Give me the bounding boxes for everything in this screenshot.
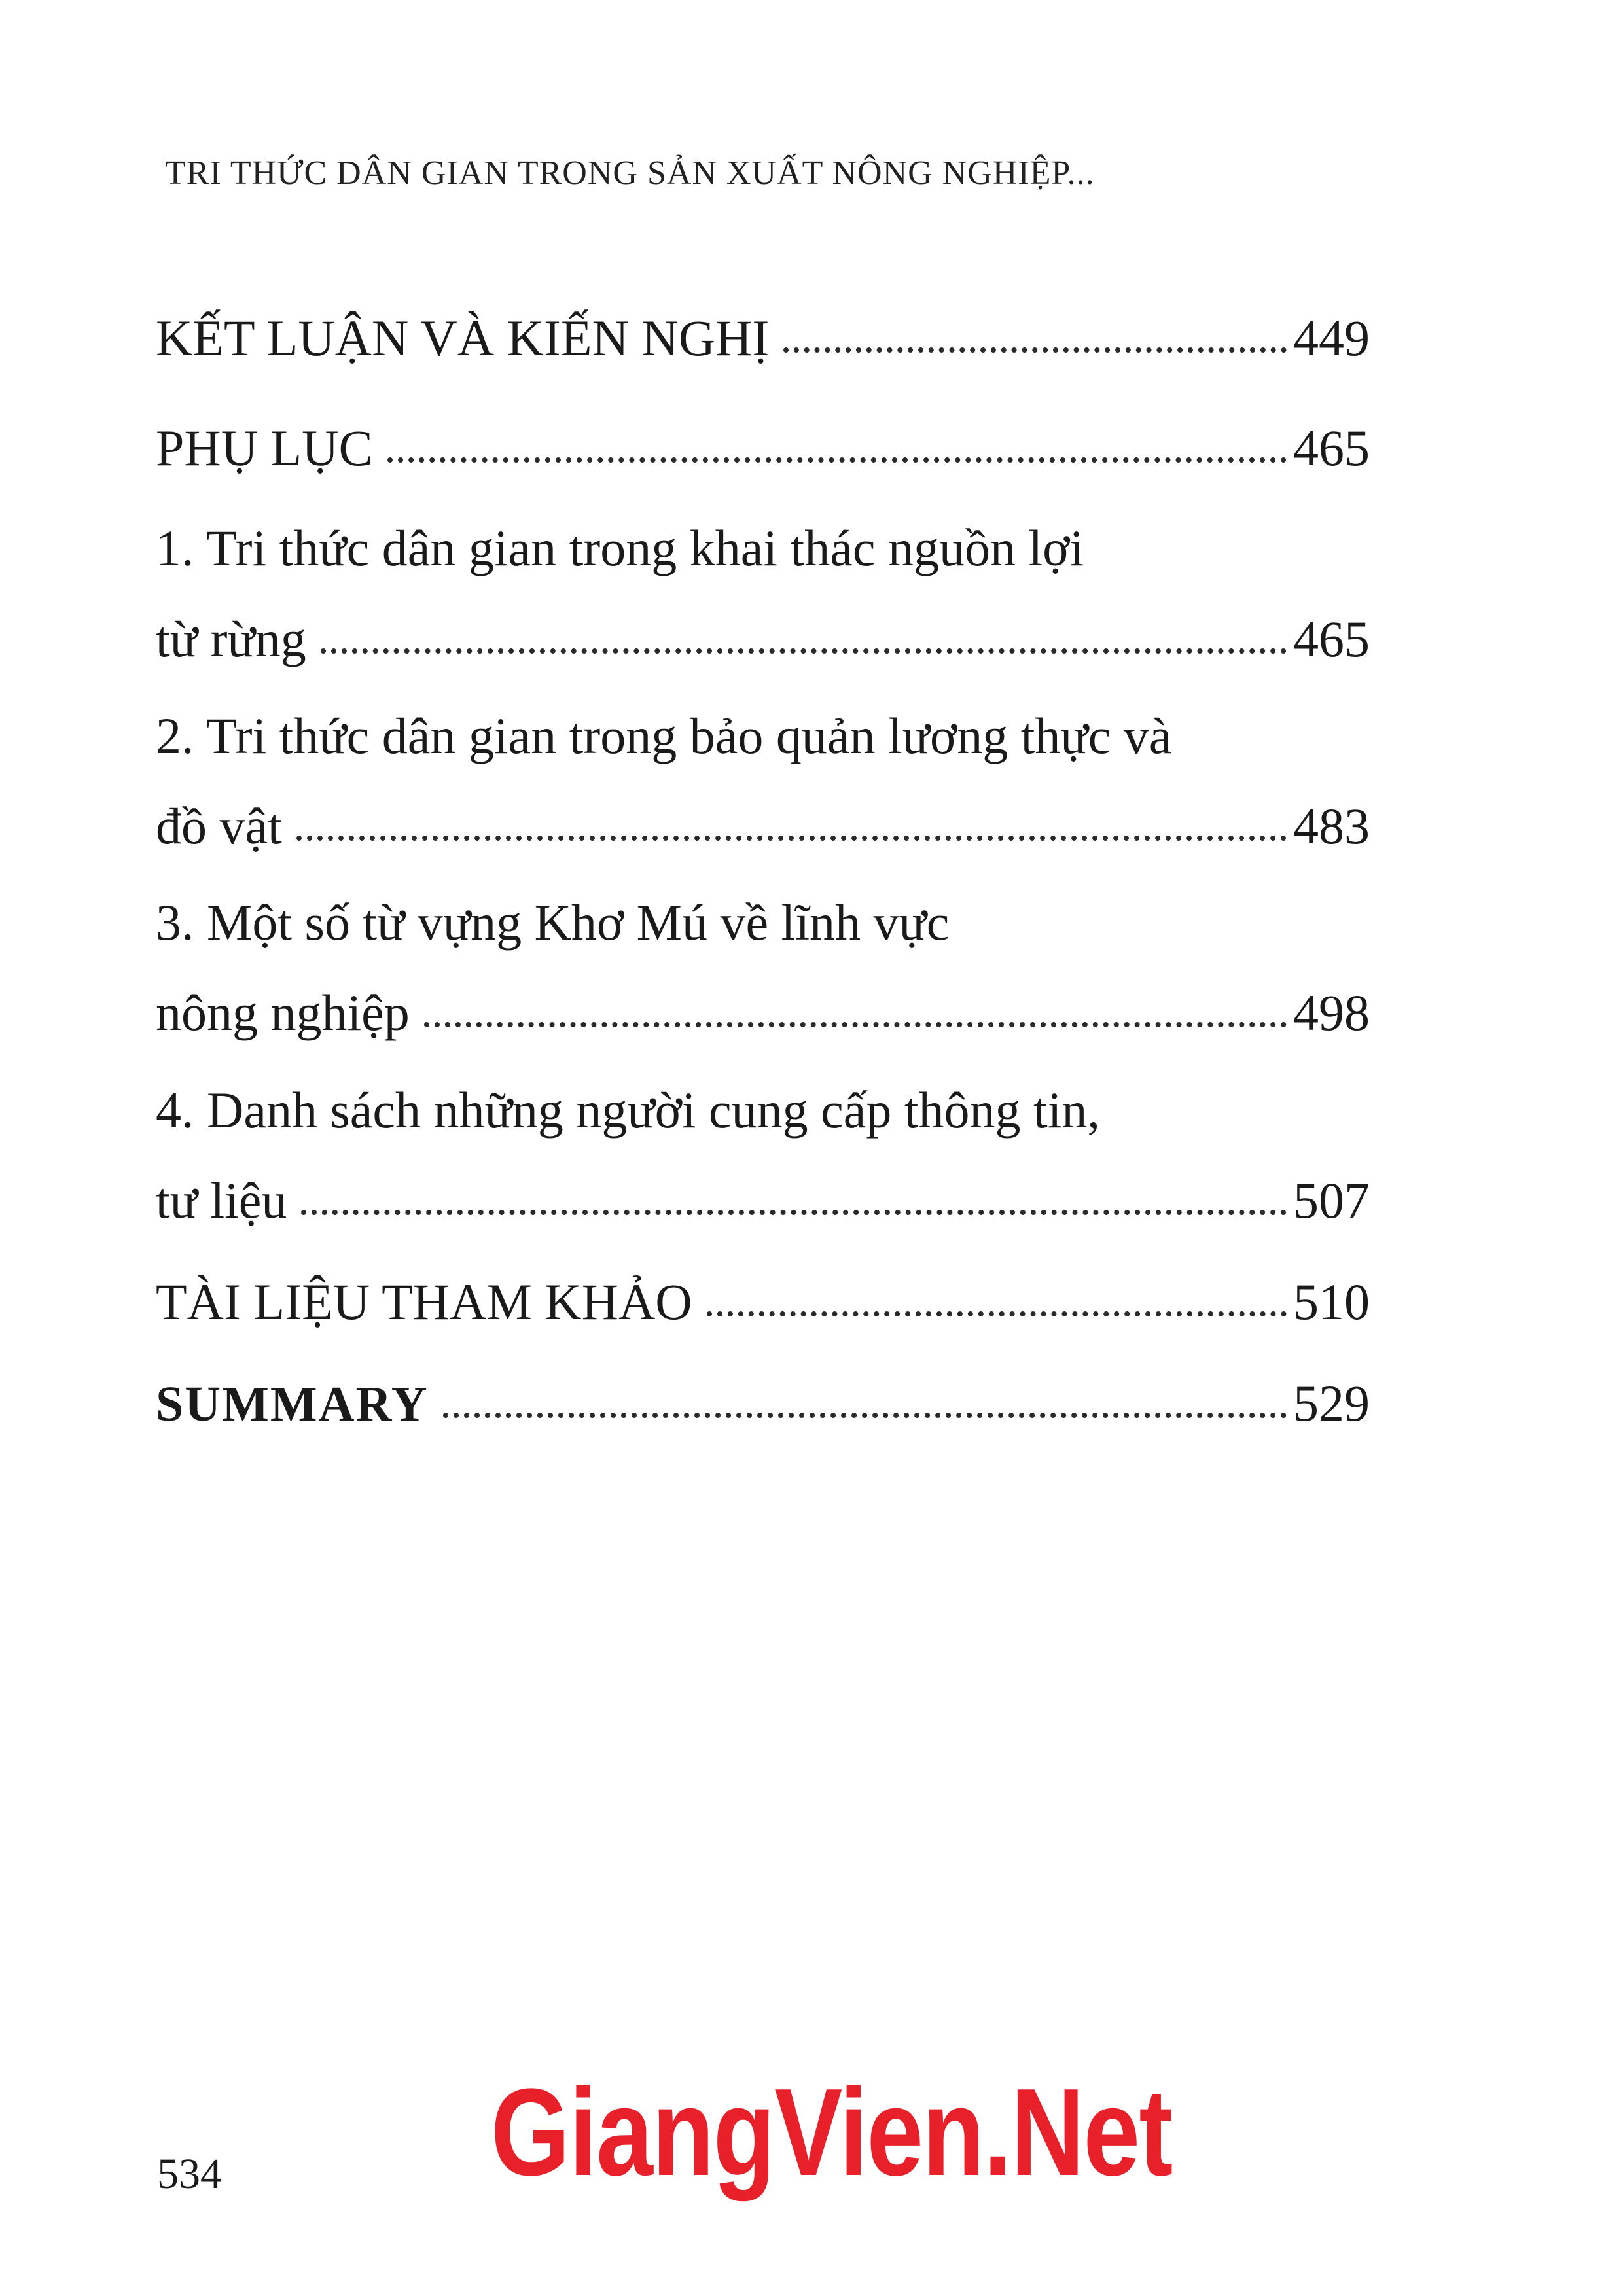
dot-leader — [321, 648, 1287, 654]
toc-entry-page: 529 — [1293, 1375, 1370, 1432]
toc-entry-page: 483 — [1293, 798, 1370, 855]
toc-entry[interactable] — [156, 309, 1370, 374]
toc-entry-title-line1[interactable]: 2. Tri thức dân gian trong bảo quản lương thực và — [156, 707, 1172, 764]
toc-entry[interactable] — [156, 1171, 1370, 1237]
toc-entry[interactable] — [156, 983, 1370, 1049]
dot-leader — [707, 1311, 1287, 1316]
toc-entry-title-line2: đồ vật — [156, 798, 282, 855]
toc-entry-title: KẾT LUẬN VÀ KIẾN NGHỊ — [156, 309, 770, 366]
toc-entry-page: 498 — [1293, 984, 1370, 1041]
dot-leader — [424, 1022, 1287, 1027]
toc-entry-title-line1[interactable]: 4. Danh sách những người cung cấp thông tin, — [156, 1082, 1100, 1139]
toc-entry-page: 449 — [1293, 309, 1370, 366]
toc-entry-title-line2: từ rừng — [156, 610, 306, 667]
toc-entry[interactable] — [156, 797, 1370, 862]
dot-leader — [387, 457, 1287, 463]
toc-entry-page: 465 — [1293, 419, 1370, 476]
watermark-logo: GiangVien.Net — [491, 2063, 1172, 2202]
running-header: TRI THỨC DÂN GIAN TRONG SẢN XUẤT NÔNG NGHIỆP... — [165, 154, 1095, 192]
toc-entry[interactable] — [156, 610, 1370, 675]
dot-leader — [296, 836, 1287, 841]
toc-entry-page: 510 — [1293, 1273, 1370, 1330]
toc-entry-title: SUMMARY — [156, 1377, 429, 1432]
toc-entry-title: TÀI LIỆU THAM KHẢO — [156, 1273, 692, 1330]
dot-leader — [301, 1210, 1287, 1215]
toc-entry-title-line1[interactable]: 3. Một số từ vựng Khơ Mú về lĩnh vực — [156, 894, 950, 951]
toc-entry-page: 507 — [1293, 1172, 1370, 1229]
toc-entry[interactable] — [156, 419, 1370, 484]
dot-leader — [783, 347, 1287, 353]
toc-entry[interactable] — [156, 1374, 1370, 1439]
toc-entry-title-line2: tư liệu — [156, 1172, 287, 1229]
toc-entry-title: PHỤ LỤC — [156, 419, 373, 476]
toc-entry-title-line1[interactable]: 1. Tri thức dân gian trong khai thác nguồn lợi — [156, 520, 1084, 576]
dot-leader — [443, 1413, 1287, 1418]
toc-entry[interactable] — [156, 1273, 1370, 1338]
page-number: 534 — [157, 2150, 222, 2198]
toc-entry-title-line2: nông nghiệp — [156, 984, 410, 1041]
toc-entry-page: 465 — [1293, 610, 1370, 667]
